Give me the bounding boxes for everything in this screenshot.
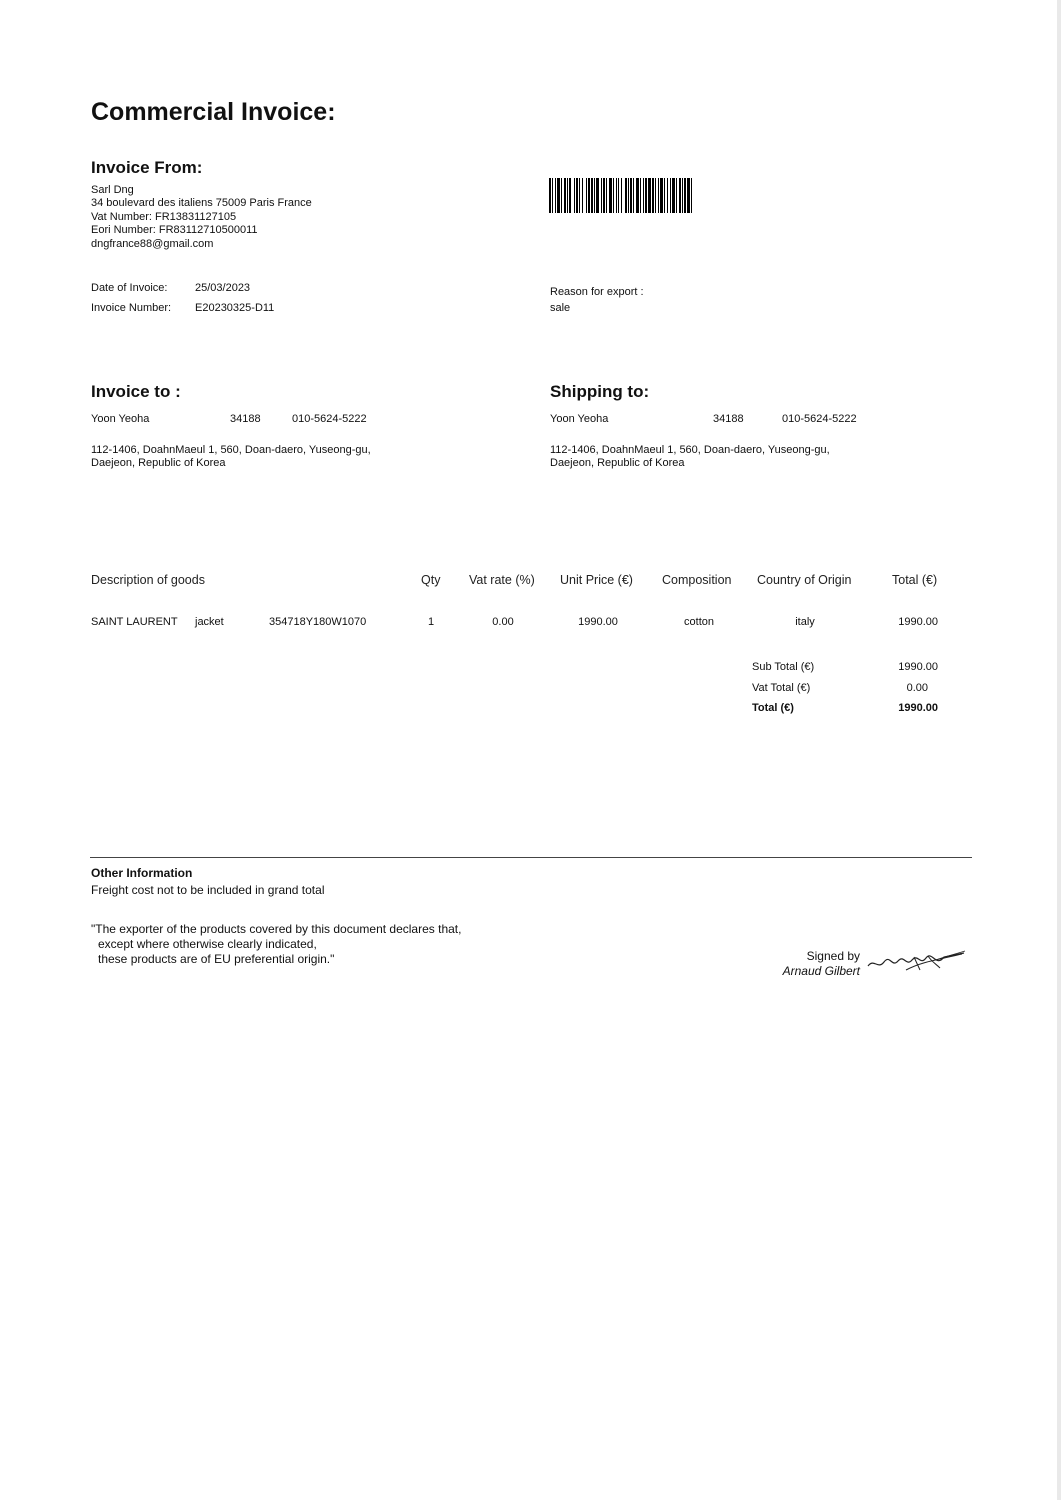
origin-declaration [91,922,461,967]
declaration-line: "The exporter of the products covered by this document declares that, [91,922,462,936]
signed-by-label: Signed by [806,949,860,963]
column-header-vat-rate: Vat rate (%) [469,573,535,587]
item-brand: SAINT LAURENT [91,616,178,628]
handwritten-signature [866,948,966,978]
vat-total-label: Vat Total (€) [752,682,811,694]
sender-name: Sarl Dng [91,184,134,196]
reason-value: sale [550,302,571,314]
item-composition: cotton [684,616,714,628]
invoice-to-address [91,444,371,471]
shipping-to-phone: 010-5624-5222 [782,413,857,425]
vat-total-value: 0.00 [906,682,928,694]
shipping-to-postcode: 34188 [713,413,744,425]
invoice-number-label: Invoice Number: [91,302,172,314]
invoice-to-postcode: 34188 [230,413,261,425]
shipping-to-heading: Shipping to: [550,382,650,401]
column-header-composition: Composition [662,573,732,587]
other-info-text: Freight cost not to be included in grand total [91,883,325,897]
invoice-to-heading: Invoice to : [91,382,181,401]
invoice-from-heading: Invoice From: [91,158,203,177]
shipping-to-address-line: Daejeon, Republic of Korea [550,457,685,470]
other-info-heading: Other Information [91,866,193,880]
declaration-line: these products are of EU preferential origin." [98,952,335,966]
invoice-to-address-line: 112-1406, DoahnMaeul 1, 560, Doan-daero, Yuseong-gu, [91,444,371,456]
invoice-to-phone: 010-5624-5222 [292,413,367,425]
date-value: 25/03/2023 [195,282,251,294]
subtotal-label: Sub Total (€) [752,661,815,673]
date-label: Date of Invoice: [91,282,168,294]
barcode-icon [549,178,796,213]
invoice-to-address-line: Daejeon, Republic of Korea [91,457,226,470]
sender-email: dngfrance88@gmail.com [91,237,214,250]
item-description: jacket [195,616,224,628]
column-header-total: Total (€) [892,573,938,587]
sender-eori-number: Eori Number: FR83112710500011 [91,224,258,237]
item-qty: 1 [427,616,435,628]
column-header-unit-price: Unit Price (€) [560,573,633,587]
shipping-to-address-line: 112-1406, DoahnMaeul 1, 560, Doan-daero, Yuseong-gu, [550,444,830,456]
invoice-from-block [91,184,312,251]
column-header-description: Description of goods [91,573,205,587]
declaration-line: except where otherwise clearly indicated, [98,937,317,951]
item-reference: 354718Y180W1070 [269,616,367,628]
reason-label: Reason for export : [550,286,644,298]
item-total: 1990.00 [898,616,938,628]
grand-total-label: Total (€) [752,702,794,714]
grand-total-value: 1990.00 [898,702,938,714]
subtotal-value: 1990.00 [898,661,938,673]
shipping-to-name: Yoon Yeoha [550,413,609,425]
page-edge [1057,0,1061,1500]
item-unit-price: 1990.00 [578,616,618,628]
page-title: Commercial Invoice: [91,98,336,126]
invoice-number-value: E20230325-D11 [195,302,275,314]
item-country: italy [795,616,815,628]
column-header-qty: Qty [421,573,441,587]
column-header-country: Country of Origin [757,573,852,587]
shipping-to-address [550,444,830,471]
item-vat-rate: 0.00 [492,616,514,628]
invoice-to-name: Yoon Yeoha [91,413,150,425]
sender-address: 34 boulevard des italiens 75009 Paris France [91,197,312,210]
sender-vat-number: Vat Number: FR13831127105 [91,210,237,223]
section-divider [90,857,972,858]
signer-name: Arnaud Gilbert [782,964,860,978]
